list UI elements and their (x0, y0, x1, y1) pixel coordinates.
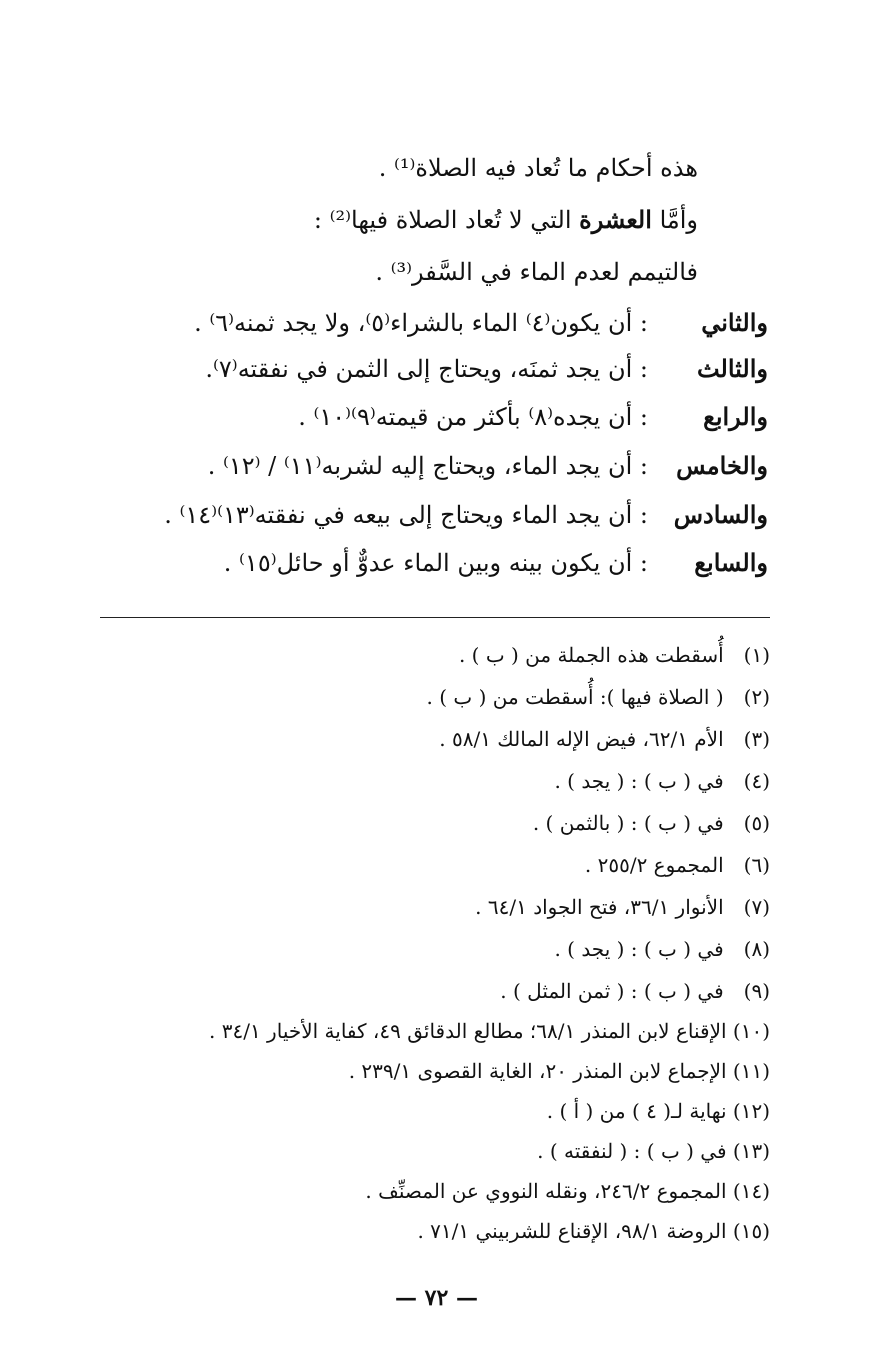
footnote-row (533, 804, 770, 842)
footnote-row (349, 1052, 770, 1090)
page-number: — ٧٢ — (395, 1285, 478, 1311)
footnote-row (547, 1092, 770, 1130)
footnote-row (585, 846, 770, 884)
item-text: : أن يجد الماء، ويحتاج إليه لشربه⁽١١⁾ / ⁽١٢⁾ . (207, 452, 648, 480)
item-label: والسادس (673, 500, 768, 529)
footnote-number: (١٤) (732, 1179, 770, 1203)
footnote-number: (١٣) (732, 1139, 770, 1163)
item-label: والثالث (696, 354, 768, 383)
footnote-number: (٢) (743, 685, 770, 709)
item-row (0, 540, 873, 586)
footnote-text: ( الصلاة فيها ): أُسقطت من ( ب ) . (426, 685, 724, 709)
item-text: : أن يجده⁽٨⁾ بأكثر من قيمته⁽٩⁾⁽١٠⁾ . (298, 403, 648, 431)
footnote-number: (١) (743, 643, 770, 667)
item-row (0, 300, 873, 346)
item-row (0, 443, 873, 489)
footnote-row (475, 888, 770, 926)
footnote-row (500, 972, 770, 1010)
footnote-text: أُسقطت هذه الجملة من ( ب ) . (458, 643, 724, 667)
footnote-number: (٥) (743, 811, 770, 835)
main-line-2-intro: وأمَّا (659, 206, 698, 234)
footnote-number: (١١) (732, 1059, 770, 1083)
footnote-text: الإجماع لابن المنذر ٢٠، الغاية القصوى ٢٣٩/١ . (348, 1059, 727, 1083)
footnote-text: المجموع ٢٤٦/٢، ونقله النووي عن المصنِّف . (365, 1179, 727, 1203)
footnote-text: المجموع ٢٥٥/٢ . (584, 853, 724, 877)
footnote-text: في ( ب ) : ( ثمن المثل ) . (500, 979, 724, 1003)
main-line-2 (0, 197, 873, 243)
item-text: : أن يكون بينه وبين الماء عدوٌّ أو حائل⁽١٥⁾ . (223, 549, 648, 577)
footnote-number: (٧) (743, 895, 770, 919)
item-label: والسابع (694, 548, 768, 577)
item-text: : أن يكون⁽٤⁾ الماء بالشراء⁽٥⁾، ولا يجد ثمنه⁽٦⁾ . (194, 309, 648, 337)
footnote-number: (٦) (743, 853, 770, 877)
footnote-number: (٩) (743, 979, 770, 1003)
footnote-row (439, 720, 770, 758)
footnote-text: الإقناع لابن المنذر ٦٨/١؛ مطالع الدقائق ٤٩، كفاية الأخيار ٣٤/١ . (209, 1019, 727, 1043)
item-row (0, 492, 873, 538)
footnote-text: الروضة ٩٨/١، الإقناع للشربيني ٧١/١ . (417, 1219, 727, 1243)
footnote-row (365, 1172, 770, 1210)
main-line-3 (0, 249, 873, 295)
footnote-row (427, 678, 770, 716)
item-label: والثاني (701, 308, 768, 337)
item-row (0, 346, 873, 392)
footnote-row (209, 1012, 770, 1050)
main-line-3-text: فالتيمم لعدم الماء في السَّفر⁽³⁾ . (375, 258, 698, 286)
footnote-text: الأم ٦٢/١، فيض الإله المالك ٥٨/١ . (439, 727, 724, 751)
footnote-text: في ( ب ) : ( لنفقته ) . (537, 1139, 727, 1163)
footnote-number: (١٢) (732, 1099, 770, 1123)
main-line-2-rest: التي لا تُعاد الصلاة فيها⁽²⁾ : (313, 206, 572, 234)
footnote-text: في ( ب ) : ( يجد ) . (554, 769, 724, 793)
footnote-text: نهاية لـ( ٤ ) من ( أ ) . (546, 1099, 727, 1123)
main-line-1-text: هذه أحكام ما تُعاد فيه الصلاة⁽¹⁾ . (378, 154, 698, 182)
footnote-row (537, 1132, 770, 1170)
footnote-row (459, 636, 770, 674)
footnote-number: (٨) (743, 937, 770, 961)
main-line-2-text (314, 197, 698, 243)
footnote-number: (١٠) (732, 1019, 770, 1043)
item-label: والخامس (676, 451, 768, 480)
footnote-row (417, 1212, 770, 1250)
main-line-1 (0, 145, 873, 191)
footnote-text: الأنوار ٣٦/١، فتح الجواد ٦٤/١ . (475, 895, 724, 919)
main-line-2-bold: العشرة (579, 205, 652, 234)
footnote-row (554, 762, 770, 800)
footnote-number: (١٥) (732, 1219, 770, 1243)
footnote-number: (٣) (743, 727, 770, 751)
footnote-text: في ( ب ) : ( يجد ) . (554, 937, 724, 961)
footnote-row (554, 930, 770, 968)
footnote-text: في ( ب ) : ( بالثمن ) . (532, 811, 724, 835)
item-text: : أن يجد ثمنَه، ويحتاج إلى الثمن في نفقته⁽٧⁾. (205, 355, 648, 383)
footnote-separator (100, 617, 770, 618)
item-label: والرابع (703, 402, 768, 431)
footnote-number: (٤) (743, 769, 770, 793)
item-text: : أن يجد الماء ويحتاج إلى بيعه في نفقته⁽١٣⁾⁽١٤⁾ . (164, 501, 648, 529)
item-row (0, 394, 873, 440)
